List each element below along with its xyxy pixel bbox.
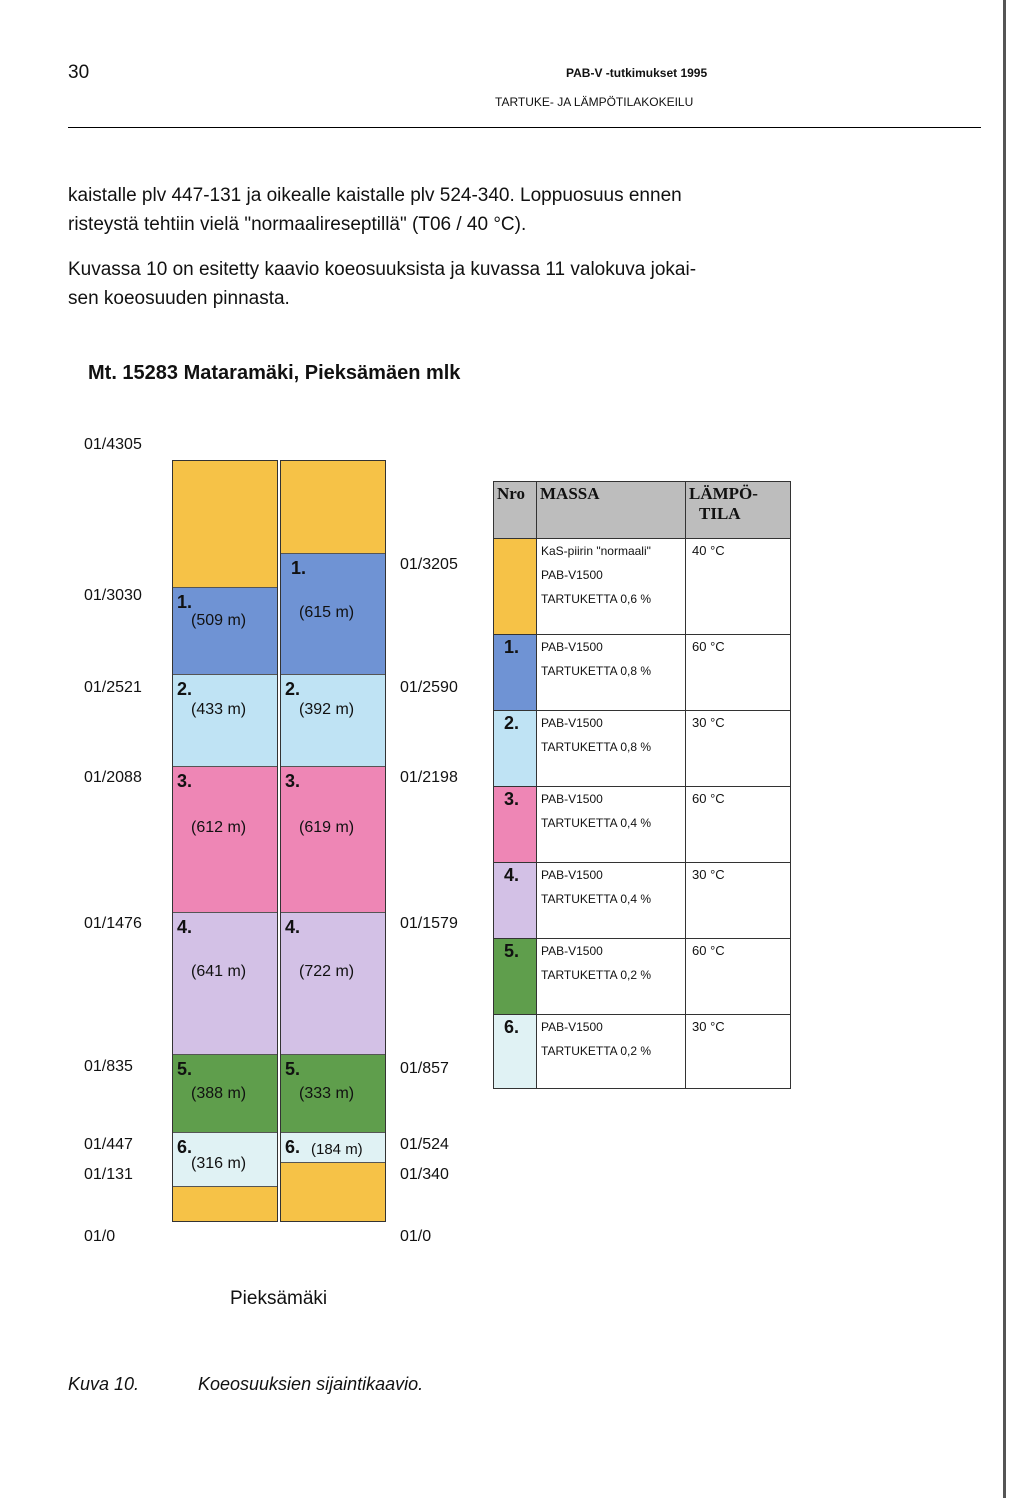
legend-row xyxy=(494,939,791,1015)
massa-line: TARTUKETTA 0,2 % xyxy=(541,968,652,982)
page-number: 30 xyxy=(68,62,90,83)
massa-line: TARTUKETTA 0,4 % xyxy=(541,892,652,906)
station-label: 01/524 xyxy=(400,1136,449,1153)
segment-length: (722 m) xyxy=(299,963,355,980)
segment-number: 6. xyxy=(177,1137,193,1157)
legend-swatch xyxy=(494,539,537,635)
segment-length: (316 m) xyxy=(191,1155,247,1172)
legend-temp: 40 °C xyxy=(686,539,791,635)
legend-temp: 60 °C xyxy=(686,787,791,863)
legend-swatch xyxy=(494,787,537,863)
segment-length: (619 m) xyxy=(299,819,355,836)
massa-line: KaS-piirin "normaali" xyxy=(541,544,651,558)
segment-number: 4. xyxy=(285,917,301,937)
segment-number: 5. xyxy=(285,1059,301,1079)
legend-massa xyxy=(537,787,686,863)
massa-line: PAB-V1500 xyxy=(541,868,603,882)
body-paragraph-1 xyxy=(68,181,768,239)
legend-temp: 60 °C xyxy=(686,635,791,711)
station-label: 01/1476 xyxy=(84,915,142,932)
station-label: 01/131 xyxy=(84,1166,133,1183)
legend-massa xyxy=(537,939,686,1015)
segment-normal xyxy=(173,461,277,587)
massa-line: TARTUKETTA 0,8 % xyxy=(541,740,652,754)
segment-length: (641 m) xyxy=(191,963,247,980)
segment-length: (333 m) xyxy=(299,1085,355,1102)
segment-length: (388 m) xyxy=(191,1085,247,1102)
station-label: 01/0 xyxy=(400,1228,432,1245)
text-line: Kuvassa 10 on esitetty kaavio koeosuuksista ja kuvassa 11 valokuva jokai- xyxy=(68,259,697,280)
station-label: 01/3205 xyxy=(400,556,458,573)
segment-1 xyxy=(173,587,277,674)
legend-swatch xyxy=(494,863,537,939)
legend-massa xyxy=(537,863,686,939)
legend-temp: 60 °C xyxy=(686,939,791,1015)
station-label: 01/835 xyxy=(84,1058,133,1075)
legend-row xyxy=(494,1015,791,1089)
legend-header-nro: Nro xyxy=(494,482,537,539)
massa-line: PAB-V1500 xyxy=(541,1020,603,1034)
massa-line: PAB-V1500 xyxy=(541,716,603,730)
legend-swatch xyxy=(494,1015,537,1089)
massa-line: TARTUKETTA 0,4 % xyxy=(541,816,652,830)
text-line: sen koeosuuden pinnasta. xyxy=(68,288,290,309)
legend-swatch xyxy=(494,635,537,711)
segment-length: (392 m) xyxy=(299,701,355,718)
legend-header-row xyxy=(494,482,791,539)
massa-line: TARTUKETTA 0,8 % xyxy=(541,664,652,678)
text-line: kaistalle plv 447-131 ja oikealle kaistalle plv 524-340. Loppuosuus ennen xyxy=(68,185,682,206)
segment-number: 4. xyxy=(177,917,193,937)
publication-title: PAB-V -tutkimukset 1995 xyxy=(566,66,708,80)
legend-temp: 30 °C xyxy=(686,863,791,939)
segment-5 xyxy=(281,1054,385,1132)
massa-line: TARTUKETTA 0,6 % xyxy=(541,592,652,606)
massa-line: PAB-V1500 xyxy=(541,944,603,958)
header-line: LÄMPÖ- xyxy=(689,484,758,503)
text-line: risteystä tehtiin vielä "normaalireseptillä" (T06 / 40 °C). xyxy=(68,214,527,235)
segment-number: 1. xyxy=(177,592,193,612)
segment-2 xyxy=(173,674,277,766)
legend-row xyxy=(494,787,791,863)
legend-nro: 2. xyxy=(504,713,520,733)
segment-length: (612 m) xyxy=(191,819,247,836)
segment-normal xyxy=(281,1162,385,1221)
legend-massa xyxy=(537,635,686,711)
segment-1 xyxy=(281,553,385,674)
segment-number: 3. xyxy=(177,771,193,791)
massa-line: TARTUKETTA 0,2 % xyxy=(541,1044,652,1058)
massa-line: PAB-V1500 xyxy=(541,792,603,806)
body-paragraph-2 xyxy=(68,255,768,313)
page-edge xyxy=(1003,0,1006,1498)
segment-5 xyxy=(173,1054,277,1132)
right-lane-strip xyxy=(280,460,386,1222)
segment-length: (184 m) xyxy=(311,1141,363,1158)
legend-nro: 4. xyxy=(504,865,520,885)
caption-text: Koeosuuksien sijaintikaavio. xyxy=(198,1374,424,1394)
segment-number: 6. xyxy=(285,1137,301,1157)
figure-title: Mt. 15283 Mataramäki, Pieksämäen mlk xyxy=(88,362,461,384)
legend-header-massa: MASSA xyxy=(537,482,686,539)
legend-swatch xyxy=(494,711,537,787)
station-label: 01/2590 xyxy=(400,679,458,696)
caption-label: Kuva 10. xyxy=(68,1374,140,1394)
legend-massa xyxy=(537,711,686,787)
header-rule xyxy=(68,127,981,128)
segment-number: 1. xyxy=(291,558,307,578)
legend-nro: 1. xyxy=(504,637,520,657)
station-label: 01/4305 xyxy=(84,436,142,453)
segment-6 xyxy=(281,1132,385,1162)
legend-nro: 3. xyxy=(504,789,520,809)
segment-length: (433 m) xyxy=(191,701,247,718)
legend-row xyxy=(494,539,791,635)
massa-line: PAB-V1500 xyxy=(541,640,603,654)
segment-normal xyxy=(281,461,385,553)
place-label: Pieksämäki xyxy=(230,1288,328,1309)
station-label: 01/2521 xyxy=(84,679,142,696)
segment-length: (615 m) xyxy=(299,604,355,621)
segment-length: (509 m) xyxy=(191,612,247,629)
station-label: 01/2088 xyxy=(84,769,142,786)
legend-header-temp xyxy=(686,482,791,539)
station-label: 01/857 xyxy=(400,1060,449,1077)
publication-subtitle: TARTUKE- JA LÄMPÖTILAKOKEILU xyxy=(495,95,694,109)
segment-6 xyxy=(173,1132,277,1186)
segment-number: 3. xyxy=(285,771,301,791)
station-label: 01/2198 xyxy=(400,769,458,786)
legend-nro: 6. xyxy=(504,1017,520,1037)
station-label: 01/0 xyxy=(84,1228,116,1245)
segment-3 xyxy=(173,766,277,912)
segment-2 xyxy=(281,674,385,766)
legend-massa xyxy=(537,539,686,635)
segment-number: 2. xyxy=(177,679,193,699)
legend-temp: 30 °C xyxy=(686,1015,791,1089)
legend-nro: 5. xyxy=(504,941,520,961)
station-label: 01/340 xyxy=(400,1166,449,1183)
header-line: TILA xyxy=(699,504,741,523)
station-label: 01/447 xyxy=(84,1136,133,1153)
legend-row xyxy=(494,711,791,787)
station-label: 01/1579 xyxy=(400,915,458,932)
legend-temp: 30 °C xyxy=(686,711,791,787)
segment-normal xyxy=(173,1186,277,1221)
segment-number: 5. xyxy=(177,1059,193,1079)
massa-line: PAB-V1500 xyxy=(541,568,603,582)
legend-table xyxy=(493,481,791,1089)
segment-number: 2. xyxy=(285,679,301,699)
legend-swatch xyxy=(494,939,537,1015)
segment-4 xyxy=(173,912,277,1054)
legend-massa xyxy=(537,1015,686,1089)
left-lane-strip xyxy=(172,460,278,1222)
legend-row xyxy=(494,863,791,939)
station-label: 01/3030 xyxy=(84,587,142,604)
segment-4 xyxy=(281,912,385,1054)
segment-3 xyxy=(281,766,385,912)
legend-row xyxy=(494,635,791,711)
